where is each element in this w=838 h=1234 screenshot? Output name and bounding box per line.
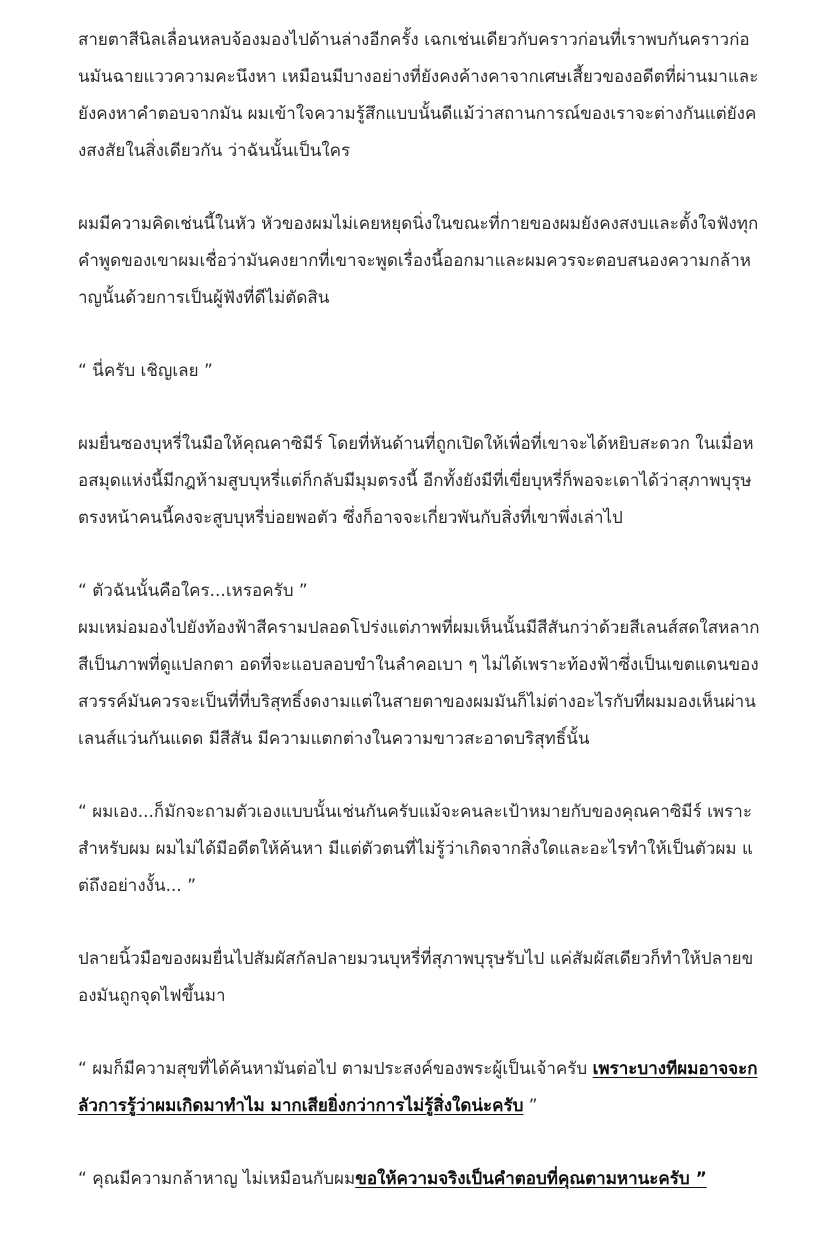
dialogue-4-close: ” [523,1096,538,1116]
dialogue-4-plain: “ ผมก็มีความสุขที่ได้ค้นหามันต่อไป ตามประสงค์ของพระผู้เป็นเจ้าครับ [78,1059,593,1079]
paragraph-2: ผมมีความคิดเช่นนี้ในหัว หัวของผมไม่เคยหยุดนิ่งในขณะที่กายของผมยังคงสงบและตั้งใจฟังทุกคำพูดของเขาผมเชื่อว่ามันคงยากที่เขาจะพูดเรื่องนี้ออกมาและผมควรจะตอบสนองความกล้าหาญนั้นด้วยการเป็นผู้ฟังที่ดีไม่ตัดสิน [78,214,759,308]
paragraph-4: ผมเหม่อมองไปยังท้องฟ้าสีครามปลอดโปร่งแต่ภาพที่ผมเห็นนั้นมีสีสันกว่าด้วยสีเลนส์สดใสหลากสีเป็นภาพที่ดูแปลกตา อดที่จะแอบลอบขำในลำคอเบา ๆ ไม่ได้เพราะท้องฟ้าซึ่งเป็นเขตแดนของสวรรค์มันควรจะเป็นที่ที่บริสุทธิ์งดงามแต่ในสายตาของผมมันก็ไม่ต่างอะไรกับที่ผมมองเห็นผ่านเลนส์แว่นกันแดด มีสีสัน มีความแตกต่างในความขาวสะอาดบริสุทธิ์นั้น [78,618,760,749]
dialogue-5 [78,1161,760,1198]
story-text [78,22,760,1234]
dialogue-1: “ นี่ครับ เชิญเลย ” [78,361,213,381]
paragraph-3: ผมยื่นซองบุหรี่ในมือให้คุณคาซิมีร์ โดยที่หันด้านที่ถูกเปิดให้เพื่อที่เขาจะได้หยิบสะดวก ในเมื่อหอสมุดแห่งนี้มีกฎห้ามสูบบุหรี่แต่ก็กลับมีมุมตรงนี้ อีกทั้งยังมีที่เขี่ยบุหรี่ก็พอจะเดาได้ว่าสุภาพบุรุษตรงหน้าคนนี้คงจะสูบบุหรี่บ่อยพอตัว ซึ่งก็อาจจะเกี่ยวพันกับสิ่งที่เขาพึ่งเล่าไป [78,434,754,528]
dialogue-2: “ ตัวฉันนั้นคือใคร...เหรอครับ ” [78,581,308,601]
paragraph-5: ปลายนิ้วมือของผมยื่นไปสัมผัสกัลปลายมวนบุหรี่ที่สุภาพบุรุษรับไป แค่สัมผัสเดียวก็ทำให้ปลายของมันถูกจุดไฟขึ้นมา [78,949,754,1006]
dialogue-3: “ ผมเอง...ก็มักจะถามตัวเองแบบนั้นเช่นกันครับแม้จะคนละเป้าหมายกับของคุณคาซิมีร์ เพราะสำหรับผม ผมไม่ได้มีอดีตให้ค้นหา มีแต่ตัวตนที่ไม่รู้ว่าเกิดจากสิ่งใดและอะไรทำให้เป็นตัวผม แต่ถึงอย่างงั้น... ” [78,802,754,896]
dialogue-4 [78,1051,760,1125]
paragraph-1: สายตาสีนิลเลื่อนหลบจ้องมองไปด้านล่างอีกครั้ง เฉกเช่นเดียวกับคราวก่อนที่เราพบกันคราวก่อนมันฉายแววความคะนึงหา เหมือนมีบางอย่างที่ยังคงค้างคาจากเศษเสี้ยวของอดีตที่ผ่านมาและยังคงหาคำตอบจากมัน ผมเข้าใจความรู้สึกแบบนั้นดีแม้ว่าสถานการณ์ของเราจะต่างกันแต่ยังคงสงสัยในสิ่งเดียวกัน ว่าฉันนั้นเป็นใคร [78,30,759,161]
dialogue-4-emphasis: เพราะบางทีผมอาจจะกลัวการรู้ว่าผมเกิดมาทำไม มากเสียยิ่งกว่าการไม่รู้สิ่งใดน่ะครับ [78,1059,758,1116]
dialogue-5-plain: “ คุณมีความกล้าหาญ ไม่เหมือนกับผม [78,1169,356,1189]
dialogue-5-emphasis: ขอให้ความจริงเป็นคำตอบที่คุณตามหานะครับ ” [355,1169,707,1189]
